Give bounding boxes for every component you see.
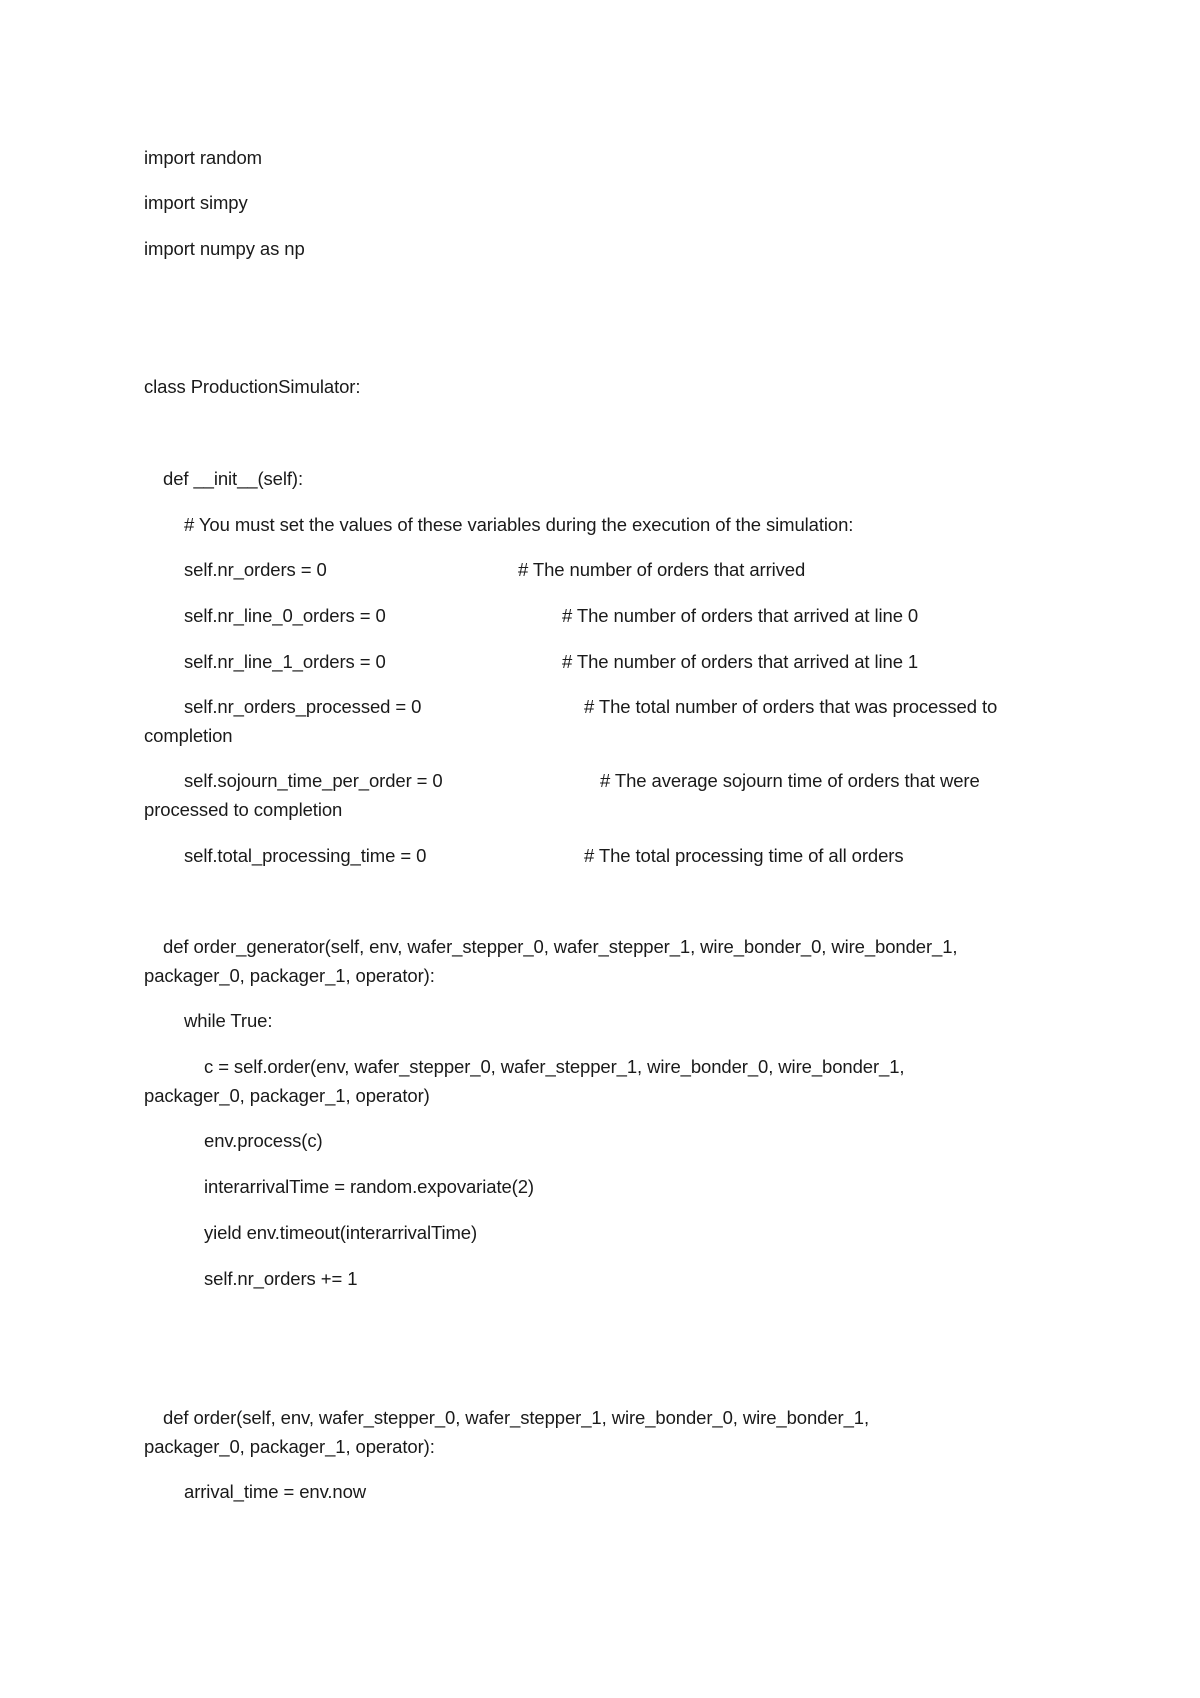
code-line: class ProductionSimulator: bbox=[144, 376, 361, 397]
code-line: env.process(c) bbox=[204, 1130, 323, 1151]
code-comment: # The average sojourn time of orders that were bbox=[600, 770, 980, 791]
code-comment: # The number of orders that arrived bbox=[518, 559, 806, 580]
code-line: interarrivalTime = random.expovariate(2) bbox=[204, 1176, 534, 1197]
code-comment-continuation: processed to completion bbox=[144, 799, 343, 820]
code-line: self.nr_orders_processed = 0 bbox=[184, 696, 422, 717]
code-line: c = self.order(env, wafer_stepper_0, wafer_stepper_1, wire_bonder_0, wire_bonder_1, bbox=[204, 1056, 905, 1077]
code-comment: # You must set the values of these variables during the execution of the simulation: bbox=[184, 514, 854, 535]
code-line: while True: bbox=[184, 1010, 273, 1031]
code-line: def __init__(self): bbox=[163, 468, 304, 489]
code-comment: # The total number of orders that was processed to bbox=[584, 696, 998, 717]
code-comment: # The number of orders that arrived at line 1 bbox=[562, 651, 919, 672]
code-line: self.nr_orders = 0 bbox=[184, 559, 327, 580]
code-line: def order(self, env, wafer_stepper_0, wafer_stepper_1, wire_bonder_0, wire_bonder_1, bbox=[163, 1407, 869, 1428]
code-comment: # The number of orders that arrived at line 0 bbox=[562, 605, 919, 626]
code-line: packager_0, packager_1, operator) bbox=[144, 1085, 430, 1106]
code-line: self.nr_orders += 1 bbox=[204, 1268, 358, 1289]
code-comment-continuation: completion bbox=[144, 725, 233, 746]
code-comment: # The total processing time of all orders bbox=[584, 845, 904, 866]
code-line: packager_0, packager_1, operator): bbox=[144, 1436, 435, 1457]
code-line: self.total_processing_time = 0 bbox=[184, 845, 427, 866]
code-line: import random bbox=[144, 147, 262, 168]
code-line: import simpy bbox=[144, 192, 248, 213]
code-line: self.nr_line_0_orders = 0 bbox=[184, 605, 386, 626]
code-line: self.nr_line_1_orders = 0 bbox=[184, 651, 386, 672]
code-line: arrival_time = env.now bbox=[184, 1481, 367, 1502]
code-line: self.sojourn_time_per_order = 0 bbox=[184, 770, 443, 791]
code-line: def order_generator(self, env, wafer_stepper_0, wafer_stepper_1, wire_bonder_0, wire_bonder_1, bbox=[163, 936, 958, 957]
code-line: packager_0, packager_1, operator): bbox=[144, 965, 435, 986]
code-line: import numpy as np bbox=[144, 238, 305, 259]
code-line: yield env.timeout(interarrivalTime) bbox=[204, 1222, 478, 1243]
